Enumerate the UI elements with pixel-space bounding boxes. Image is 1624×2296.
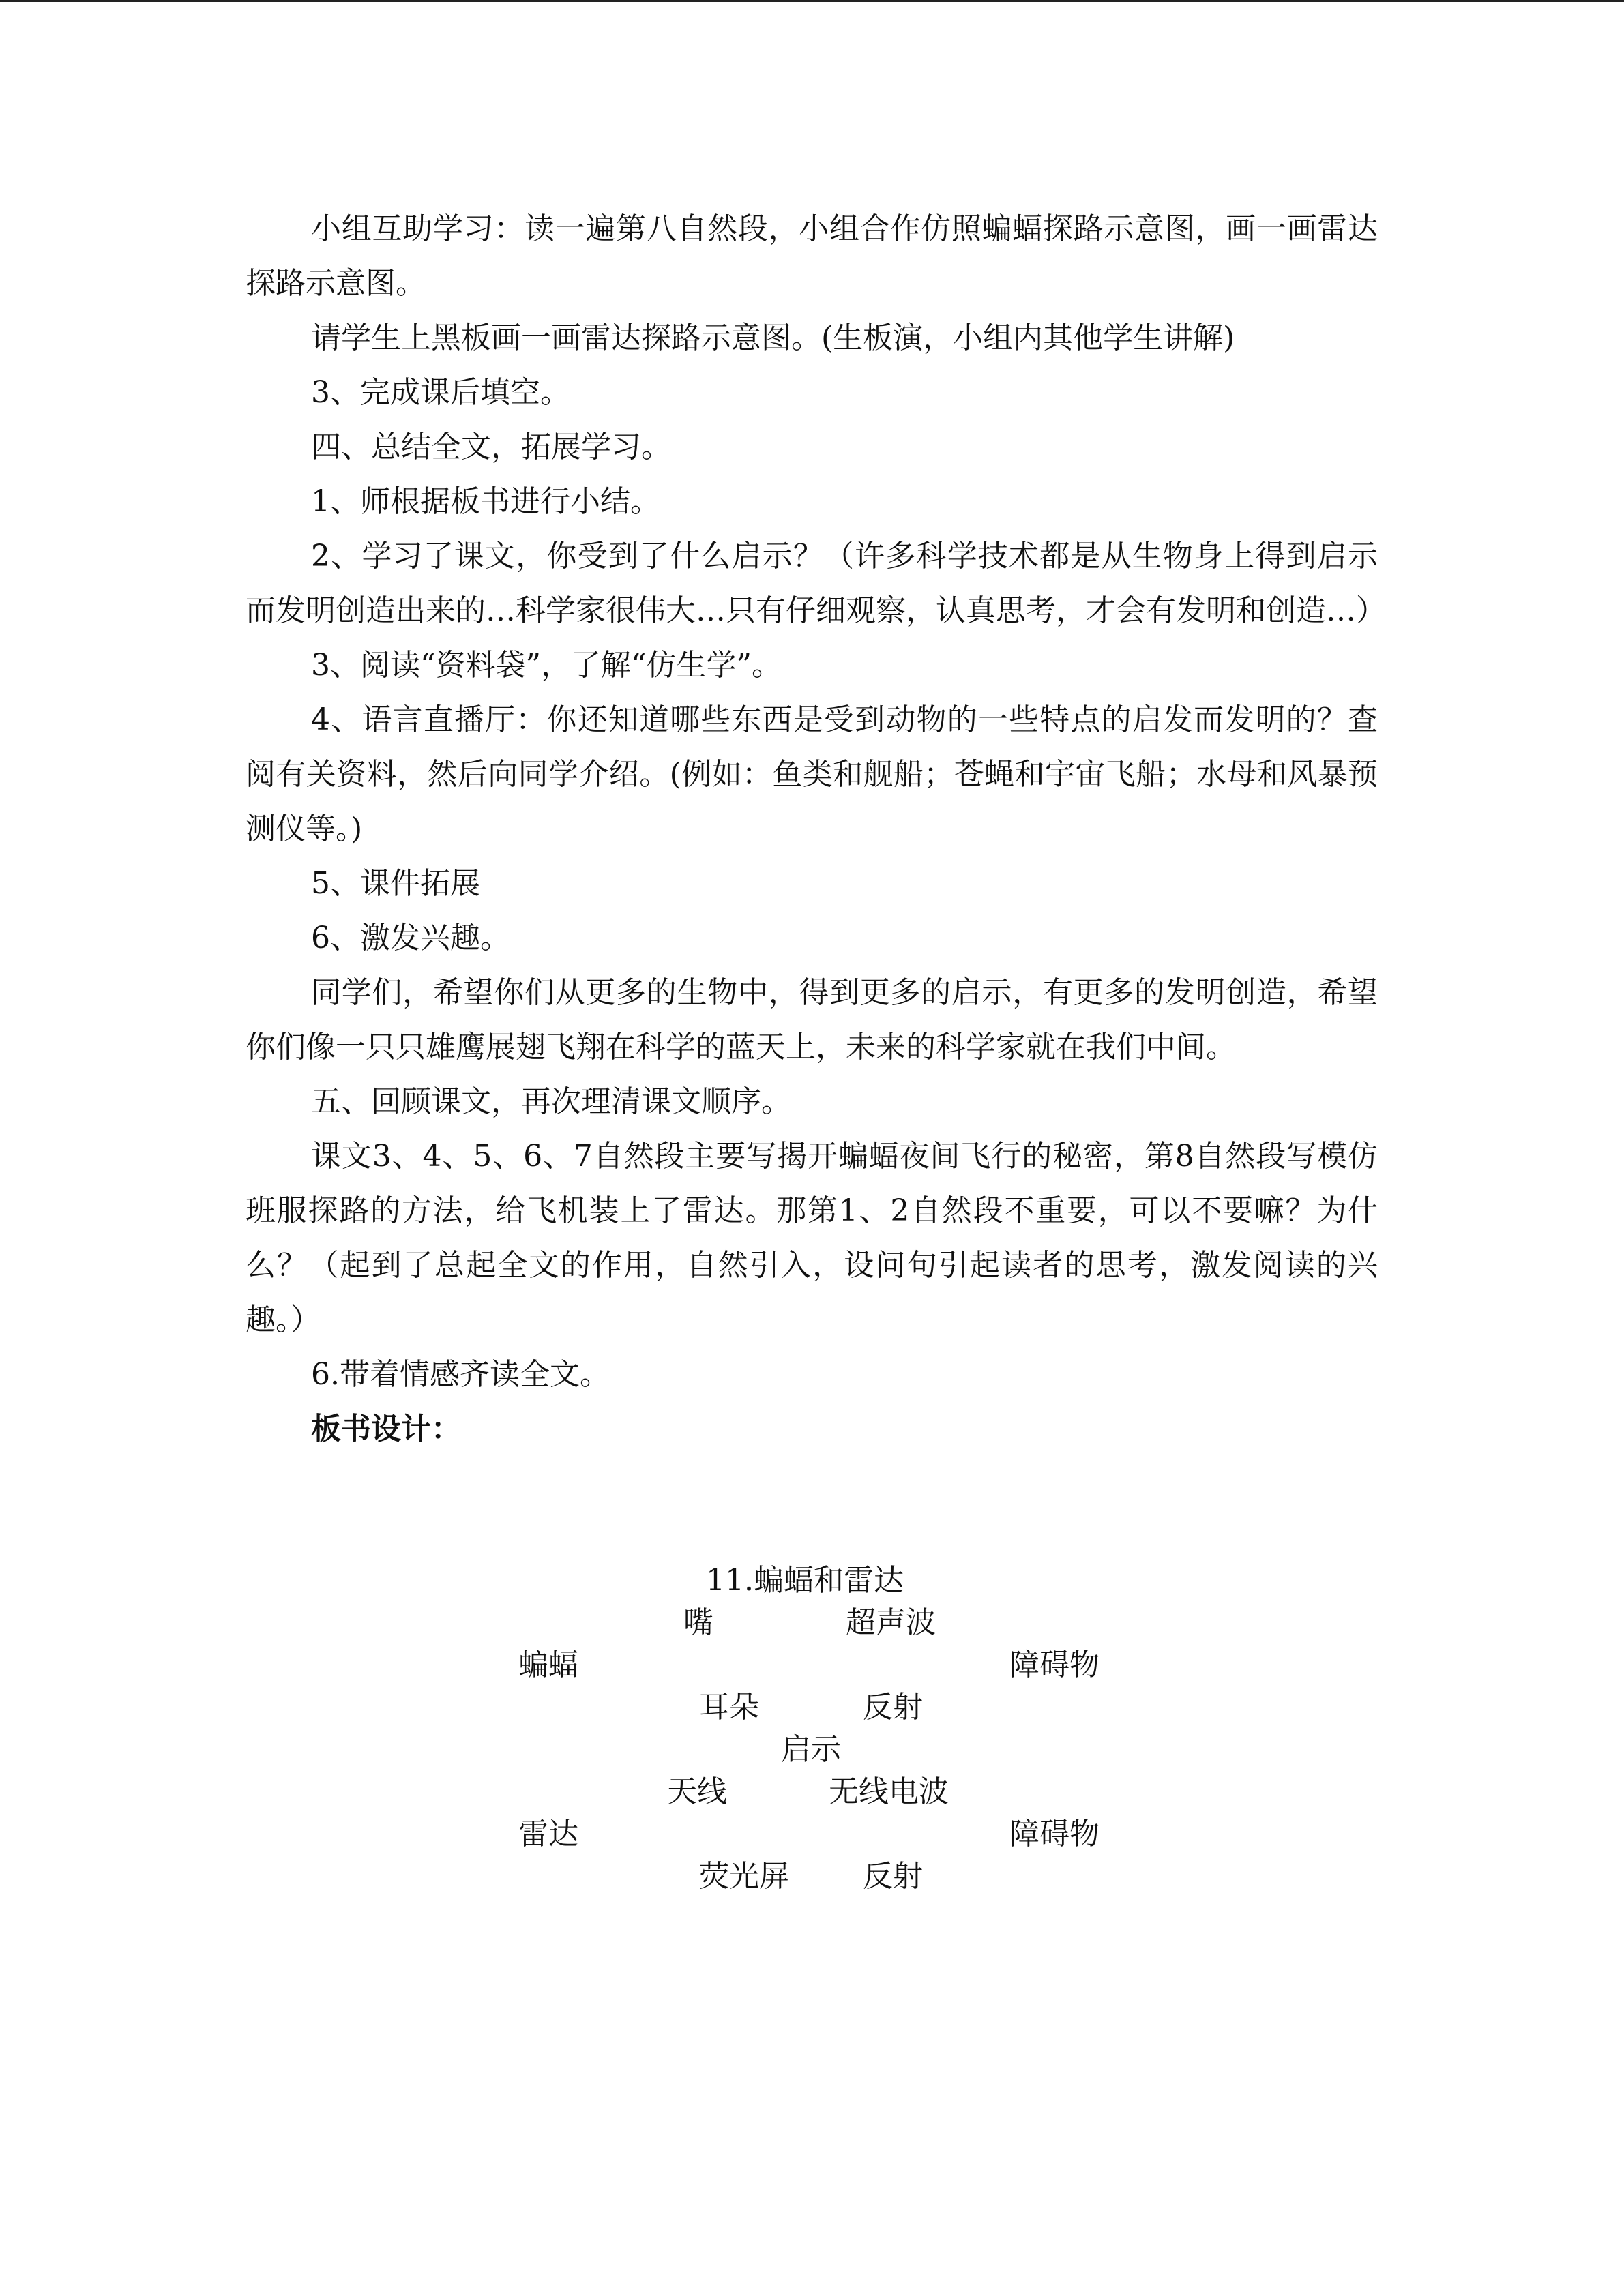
radar-signal-bottom: 反射 xyxy=(863,1859,923,1894)
paragraph-language-hall: 4、语言直播厅：你还知道哪些东西是受到动物的一些特点的启发而发明的？查阅有关资料，然后向同学介绍。(例如：鱼类和舰船；苍蝇和宇宙飞船；水母和风暴预测仪等。) xyxy=(246,702,1378,846)
paragraph-fill-blanks: 3、完成课后填空。 xyxy=(311,375,570,410)
radar-organ-top: 天线 xyxy=(667,1774,727,1809)
paragraph-board-drawing: 请学生上黑板画一画雷达探路示意图。(生板演，小组内其他学生讲解) xyxy=(311,320,1235,355)
bat-subject: 蝙蝠 xyxy=(518,1648,578,1682)
paragraph-resource-bag: 3、阅读“资料袋”，了解“仿生学”。 xyxy=(311,648,782,683)
bat-signal-top: 超声波 xyxy=(846,1605,936,1640)
paragraph-teacher-summary: 1、师根据板书进行小结。 xyxy=(311,484,660,519)
bat-organ-top: 嘴 xyxy=(683,1605,713,1640)
bat-target: 障碍物 xyxy=(1009,1648,1099,1682)
paragraph-inspiration-question: 2、学习了课文，你受到了什么启示？（许多科学技术都是从生物身上得到启示而发明创造出来的…科学家很伟大…只有仔细观察，认真思考，才会有发明和创造…） xyxy=(246,539,1386,628)
radar-target: 障碍物 xyxy=(1009,1817,1099,1851)
bat-signal-bottom: 反射 xyxy=(863,1690,923,1725)
radar-subject: 雷达 xyxy=(518,1817,578,1851)
paragraph-group-study: 小组互助学习：读一遍第八自然段，小组合作仿照蝙蝠探路示意图，画一画雷达探路示意图。 xyxy=(246,211,1378,301)
board-inspiration: 启示 xyxy=(781,1732,841,1767)
section-heading-summary: 四、总结全文，拓展学习。 xyxy=(311,430,671,464)
radar-signal-top: 无线电波 xyxy=(829,1774,949,1809)
paragraph-text-structure: 课文3、4、5、6、7自然段主要写揭开蝙蝠夜间飞行的秘密，第8自然段写模仿班服探路的方法，给飞机装上了雷达。那第1、2自然段不重要，可以不要嘛？为什么？（起到了总起全文的作用，自然引入，设问句引起读者的思考，激发阅读的兴趣。） xyxy=(246,1139,1378,1337)
section-heading-review: 五、回顾课文，再次理清课文顺序。 xyxy=(311,1084,791,1119)
paragraph-encouragement: 同学们，希望你们从更多的生物中，得到更多的启示，有更多的发明创造，希望你们像一只只雄鹰展翅飞翔在科学的蓝天上，未来的科学家就在我们中间。 xyxy=(246,975,1378,1064)
board-design-heading: 板书设计： xyxy=(311,1412,461,1446)
board-title: 11.蝙蝠和雷达 xyxy=(706,1563,904,1598)
radar-organ-bottom: 荧光屏 xyxy=(699,1859,789,1894)
paragraph-stimulate-interest: 6、激发兴趣。 xyxy=(311,921,510,955)
paragraph-read-aloud: 6.带着情感齐读全文。 xyxy=(311,1357,610,1392)
bat-organ-bottom: 耳朵 xyxy=(699,1690,759,1725)
paragraph-courseware-extension: 5、课件拓展 xyxy=(311,866,480,901)
